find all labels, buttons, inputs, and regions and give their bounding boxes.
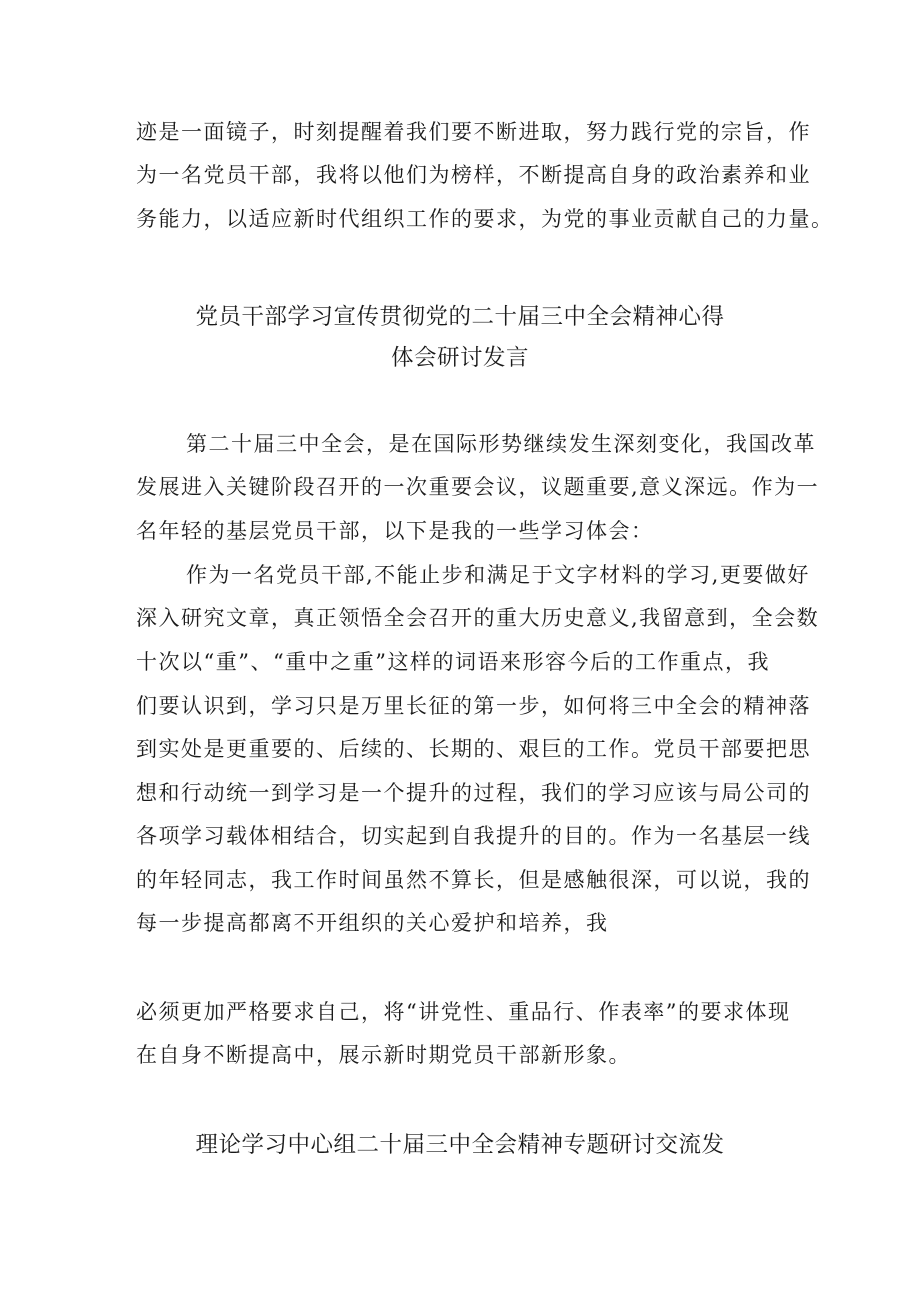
text-line: 的年轻同志，我工作时间虽然不算长，但是感触很深，可以说，我的 bbox=[136, 868, 811, 892]
text-line: 在自身不断提高中，展示新时期党员干部新形象。 bbox=[136, 1043, 631, 1067]
text-line: 必须更加严格要求自己，将“讲党性、重品行、作表率”的要求体现 bbox=[136, 1000, 791, 1024]
text-line: 务能力，以适应新时代组织工作的要求，为党的事业贡献自己的力量。 bbox=[136, 207, 834, 231]
text-line: 想和行动统一到学习是一个提升的过程，我们的学习应该与局公司的 bbox=[136, 781, 811, 805]
text-line: 作为一名党员干部,不能止步和满足于文字材料的学习,更要做好 bbox=[186, 563, 810, 587]
article-title-line-1: 党员干部学习宣传贯彻党的二十届三中全会精神心得 bbox=[195, 304, 725, 330]
article-title-line-2: 体会研讨发言 bbox=[390, 345, 529, 371]
text-line: 为一名党员干部，我将以他们为榜样，不断提高自身的政治素养和业 bbox=[136, 163, 811, 187]
text-line: 名年轻的基层党员干部，以下是我的一些学习体会： bbox=[136, 519, 654, 543]
text-line: 各项学习载体相结合，切实起到自我提升的目的。作为一名基层一线 bbox=[136, 824, 811, 848]
text-line: 迹是一面镜子，时刻提醒着我们要不断进取，努力践行党的宗旨，作 bbox=[136, 120, 811, 144]
text-line: 到实处是更重要的、后续的、长期的、艰巨的工作。党员干部要把思 bbox=[136, 737, 811, 761]
text-line: 十次以“重”、“重中之重”这样的词语来形容今后的工作重点，我 bbox=[136, 650, 770, 674]
text-line: 深入研究文章，真正领悟全会召开的重大历史意义,我留意到，全会数 bbox=[136, 606, 820, 630]
text-line: 每一步提高都离不开组织的关心爱护和培养，我 bbox=[136, 911, 609, 935]
text-line: 第二十届三中全会，是在国际形势继续发生深刻变化，我国改革 bbox=[186, 432, 816, 456]
text-line: 们要认识到，学习只是万里长征的第一步，如何将三中全会的精神落 bbox=[136, 694, 811, 718]
text-line: 发展进入关键阶段召开的一次重要会议，议题重要,意义深远。作为一 bbox=[136, 475, 820, 499]
next-article-title-line-1: 理论学习中心组二十届三中全会精神专题研讨交流发 bbox=[195, 1132, 725, 1158]
